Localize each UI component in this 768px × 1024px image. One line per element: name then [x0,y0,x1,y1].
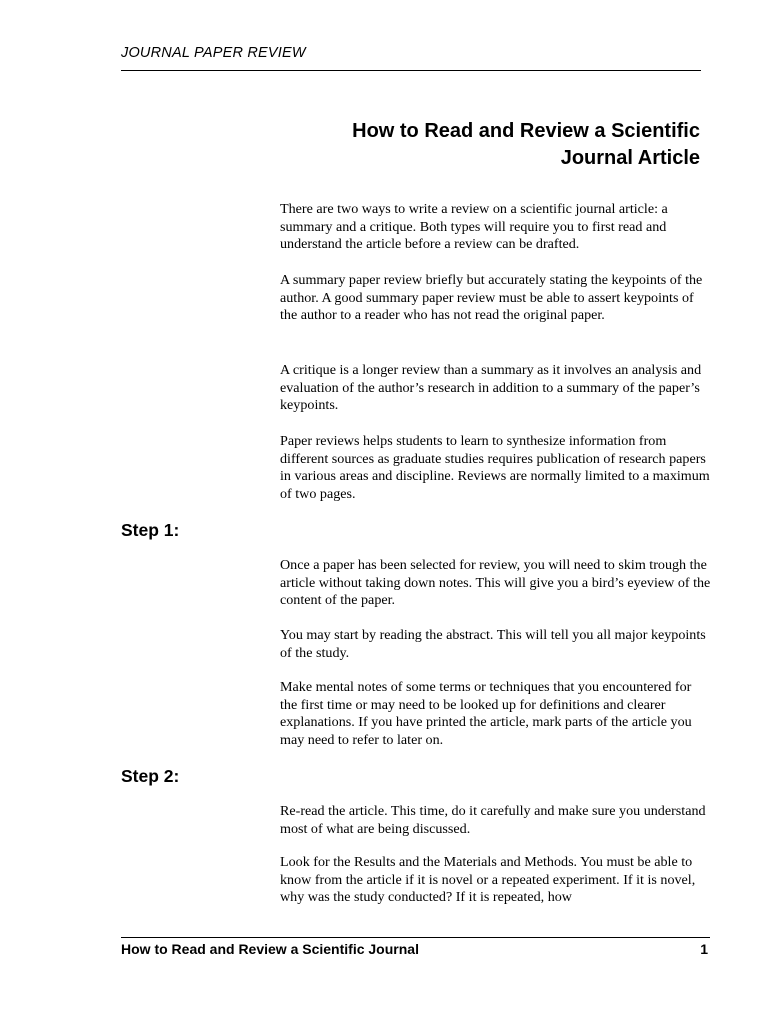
header-divider [121,70,701,71]
footer-title: How to Read and Review a Scientific Journal [121,941,419,957]
page-title-line-2: Journal Article [560,147,700,169]
page-title-line-1: How to Read and Review a Scientific [352,120,700,142]
page-title [260,118,700,172]
intro-paragraph-2: A summary paper review briefly but accurately stating the keypoints of the author. A good summary paper review must be able to assert keypoints of the author to a reader who has not read the original paper. [280,272,703,324]
step-1-paragraph-3: Make mental notes of some terms or techniques that you encountered for the first time or may need to be looked up for definitions and clearer explanations. If you have printed the article, mark parts of the article you may need to refer to later on. [280,679,692,748]
running-header: JOURNAL PAPER REVIEW [121,45,306,61]
step-1-heading: Step 1: [121,520,180,540]
step-2-heading: Step 2: [121,766,180,786]
intro-paragraph-4: Paper reviews helps students to learn to synthesize information from different sources as graduate studies requires publication of research papers in various areas and discipline. Reviews are normally limited to a maximum of two pages. [280,433,710,502]
page-number: 1 [700,941,708,957]
intro-paragraph-1: There are two ways to write a review on a scientific journal article: a summary and a critique. Both types will require you to first read and understand the article before a review can be drafted. [280,201,668,253]
step-1-paragraph-2: You may start by reading the abstract. This will tell you all major keypoints of the study. [280,627,706,661]
intro-paragraph-3: A critique is a longer review than a summary as it involves an analysis and evaluation of the author’s research in addition to a summary of the paper’s keypoints. [280,362,702,414]
step-2-paragraph-2: Look for the Results and the Materials and Methods. You must be able to know from the article if it is novel or a repeated experiment. If it is novel, why was the study conducted? If it is repeated, how [280,854,696,906]
step-2-paragraph-1: Re-read the article. This time, do it carefully and make sure you understand most of what are being discussed. [280,803,706,837]
footer-divider [121,937,710,938]
step-1-paragraph-1: Once a paper has been selected for review, you will need to skim trough the article without taking down notes. This will give you a bird’s eyeview of the content of the paper. [280,557,711,609]
